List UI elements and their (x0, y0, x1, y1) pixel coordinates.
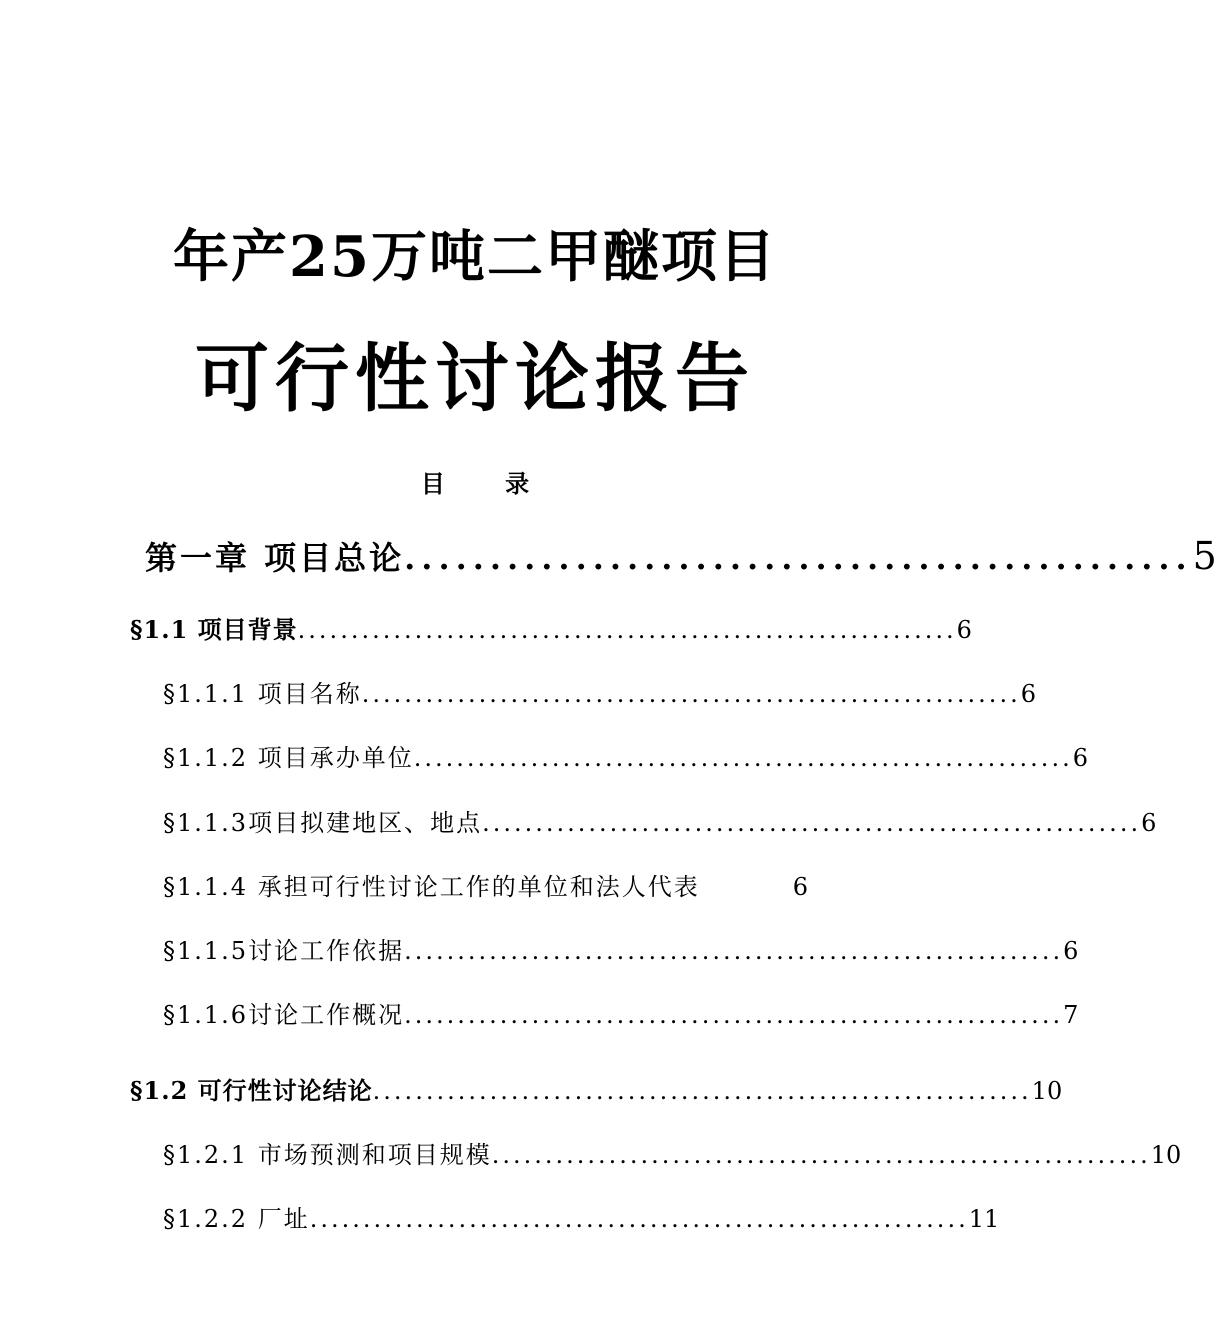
toc-dot-leader: .............................................................. (482, 809, 1142, 837)
toc-dot-leader: .............................................. (404, 539, 1193, 577)
toc-entry-label: §1.2.2 厂址 (163, 1205, 310, 1233)
toc-dot-leader: .............................................................. (372, 1077, 1032, 1105)
toc-entry-page: 5 (1192, 534, 1217, 578)
toc-entry-1-1-3[interactable] (163, 803, 1157, 843)
toc-entry-1-1-5[interactable] (163, 931, 1079, 971)
toc-entry-1-1-4[interactable] (163, 867, 808, 907)
toc-entry-page: 10 (1031, 1077, 1063, 1105)
toc-entry-label: §1.1.5讨论工作依据 (163, 937, 405, 965)
toc-entry-chapter-1[interactable] (145, 532, 1217, 582)
toc-entry-label: §1.1.6讨论工作概况 (163, 1001, 405, 1029)
toc-entry-page: 7 (1063, 1001, 1079, 1029)
toc-entry-1-1[interactable] (130, 610, 972, 650)
toc-entry-page: 6 (1141, 809, 1157, 837)
toc-dot-leader: .............................................................. (297, 616, 957, 644)
toc-dot-leader: .............................................................. (404, 937, 1064, 965)
toc-entry-label: §1.1.3项目拟建地区、地点 (163, 809, 483, 837)
toc-entry-page: 6 (792, 873, 808, 901)
toc-entry-label: §1.2 可行性讨论结论 (130, 1076, 373, 1105)
toc-entry-label: §1.1.2 项目承办单位 (163, 744, 414, 772)
toc-heading: 目 录 (420, 469, 556, 498)
document-title-line-1: 年产25万吨二甲醚项目 (173, 224, 777, 290)
toc-entry-page: 6 (1072, 744, 1088, 772)
document-title-line-2: 可行性讨论报告 (195, 336, 755, 422)
toc-entry-1-1-6[interactable] (163, 995, 1079, 1035)
toc-entry-page: 6 (956, 616, 972, 644)
toc-dot-leader: .............................................................. (361, 680, 1021, 708)
toc-entry-1-2-1[interactable] (163, 1135, 1182, 1175)
toc-entry-page: 10 (1150, 1141, 1182, 1169)
toc-entry-1-2-2[interactable] (163, 1199, 1000, 1239)
toc-entry-page: 6 (1063, 937, 1079, 965)
toc-entry-1-2[interactable] (130, 1071, 1063, 1111)
toc-dot-leader: .............................................................. (309, 1205, 969, 1233)
toc-entry-page: 6 (1020, 680, 1036, 708)
toc-entry-label: 第一章 项目总论 (145, 539, 405, 577)
toc-entry-1-1-1[interactable] (163, 674, 1036, 714)
toc-dot-leader: .............................................................. (491, 1141, 1151, 1169)
toc-entry-label: §1.1.1 项目名称 (163, 680, 362, 708)
toc-entry-label: §1.1.4 承担可行性讨论工作的单位和法人代表 (163, 873, 700, 901)
toc-entry-1-1-2[interactable] (163, 738, 1088, 778)
toc-entry-page: 11 (968, 1205, 1000, 1233)
toc-entry-label: §1.2.1 市场预测和项目规模 (163, 1141, 492, 1169)
toc-dot-leader: .............................................................. (404, 1001, 1064, 1029)
toc-entry-label: §1.1 项目背景 (130, 615, 298, 644)
toc-dot-leader: .............................................................. (413, 744, 1073, 772)
